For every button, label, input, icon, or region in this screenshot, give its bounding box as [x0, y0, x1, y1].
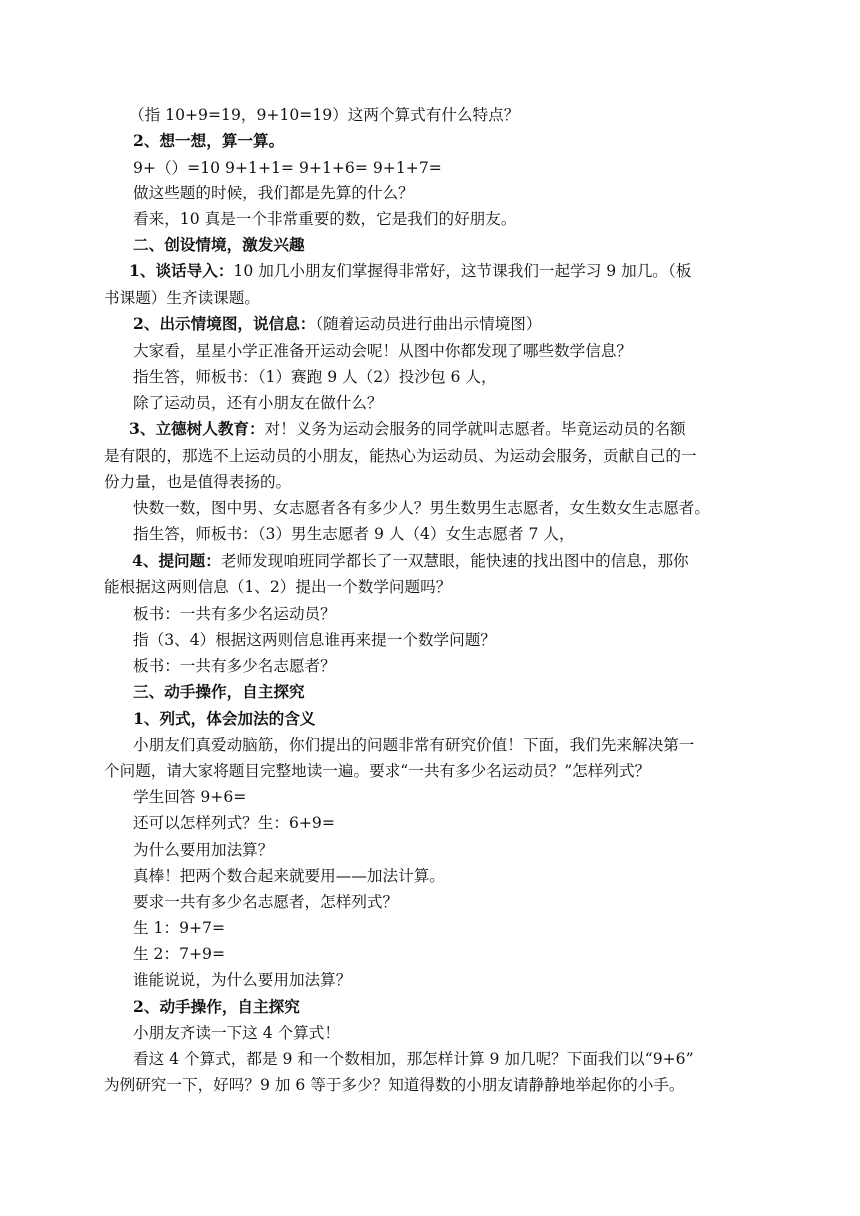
text-line: [133, 656, 336, 676]
text-line: [129, 419, 686, 439]
line-text: 做这些题的时候，我们都是先算的什么？: [133, 184, 414, 202]
line-text: 为例研究一下，好吗？9 加 6 等于多少？知道得数的小朋友请静静地举起你的小手。: [104, 1076, 685, 1094]
line-text: 对！义务为运动会服务的同学就叫志愿者。毕竟运动员的名额: [264, 420, 686, 438]
line-text: （指 10+9=19，9+10=19）这两个算式有什么特点？: [129, 106, 520, 124]
line-text: 板书：一共有多少名运动员？: [133, 605, 336, 623]
line-text: 为什么要用加法算？: [133, 841, 274, 859]
section-label: 1、谈话导入：: [129, 261, 234, 280]
section-label: 2、出示情境图，说信息：: [133, 314, 316, 333]
line-text: 快数一数，图中男、女志愿者各有多少人？男生数男生志愿者，女生数女生志愿者。: [133, 499, 710, 517]
text-line: [133, 524, 575, 544]
text-line: [133, 1049, 694, 1069]
text-line: [133, 892, 398, 912]
line-text: 1、列式，体会加法的含义: [133, 709, 316, 728]
text-line: [133, 866, 445, 886]
text-line: [133, 944, 225, 964]
text-line: [133, 709, 315, 729]
line-text: 学生回答 9+6=: [133, 788, 247, 806]
text-line: [132, 551, 689, 571]
text-line: [133, 813, 335, 833]
line-text: 三、动手操作，自主探究: [133, 682, 305, 701]
text-line: [133, 1023, 340, 1043]
line-text: 老师发现咱班同学都长了一双慧眼，能快速的找出图中的信息，那你: [220, 552, 689, 570]
line-text: 要求一共有多少名志愿者，怎样列式？: [133, 893, 399, 911]
line-text: 是有限的，那选不上运动员的小朋友，能热心为运动员、为运动会服务，贡献自己的一: [104, 447, 697, 465]
line-text: 还可以怎样列式？生：6+9=: [133, 814, 335, 832]
text-line: [104, 761, 650, 781]
text-line: [133, 604, 336, 624]
line-text: 板书：一共有多少名志愿者？: [133, 657, 336, 675]
text-line: [133, 840, 273, 860]
line-text: 个问题，请大家将题目完整地读一遍。要求“一共有多少名运动员？”怎样列式？: [104, 762, 651, 780]
text-line: [133, 970, 351, 990]
line-text: 看来，10 真是一个非常重要的数，它是我们的好朋友。: [133, 210, 517, 228]
text-line: [133, 158, 442, 178]
text-line: [133, 918, 225, 938]
line-text: 10 加几小朋友们掌握得非常好，这节课我们一起学习 9 加几。（板: [233, 262, 692, 280]
line-text: 除了运动员，还有小朋友在做什么？: [133, 394, 383, 412]
line-text: 真棒！把两个数合起来就要用——加法计算。: [133, 867, 445, 885]
text-line: [104, 577, 451, 597]
text-line: [133, 393, 383, 413]
line-text: 能根据这两则信息（1、2）提出一个数学问题吗？: [104, 578, 452, 596]
line-text: 生 1：9+7=: [133, 919, 226, 937]
line-text: 小朋友们真爱动脑筋，你们提出的问题非常有研究价值！下面，我们先来解决第一: [133, 736, 695, 754]
text-line: [104, 472, 291, 492]
line-text: 2、想一想，算一算。: [133, 131, 285, 150]
section-label: 3、立德树人教育：: [129, 419, 265, 438]
text-line: [133, 341, 632, 361]
text-line: [129, 261, 691, 281]
text-line: [133, 682, 305, 702]
text-line: [104, 1075, 685, 1095]
text-line: [129, 105, 519, 125]
line-text: 大家看，星星小学正准备开运动会呢！从图中你都发现了哪些数学信息？: [133, 342, 633, 360]
line-text: 谁能说说，为什么要用加法算？: [133, 971, 352, 989]
text-line: [133, 235, 305, 255]
line-text: 9+（）=10 9+1+1= 9+1+6= 9+1+7=: [133, 159, 442, 177]
text-line: [133, 209, 516, 229]
line-text: 小朋友齐读一下这 4 个算式！: [133, 1024, 340, 1042]
section-label: 4、提问题：: [132, 551, 221, 570]
line-text: 指生答，师板书：（3）男生志愿者 9 人（4）女生志愿者 7 人，: [133, 525, 575, 543]
text-line: [133, 183, 414, 203]
text-line: [133, 735, 694, 755]
text-line: [133, 787, 246, 807]
line-text: 书课题）生齐读课题。: [104, 289, 260, 307]
text-line: [133, 314, 542, 334]
line-text: 看这 4 个算式，都是 9 和一个数相加，那怎样计算 9 加几呢？下面我们以“9+6”: [133, 1050, 694, 1068]
line-text: 指（3、4）根据这两则信息谁再来提一个数学问题？: [133, 631, 496, 649]
line-text: （随着运动员进行曲出示情境图）: [315, 315, 542, 333]
line-text: 生 2：7+9=: [133, 945, 226, 963]
text-line: [133, 997, 300, 1017]
text-line: [104, 446, 697, 466]
line-text: 份力量，也是值得表扬的。: [104, 473, 292, 491]
line-text: 2、动手操作，自主探究: [133, 997, 300, 1016]
line-text: 指生答，师板书：（1）赛跑 9 人（2）投沙包 6 人，: [133, 368, 497, 386]
text-line: [104, 288, 260, 308]
text-line: [133, 367, 497, 387]
line-text: 二、创设情境，激发兴趣: [133, 235, 305, 254]
text-line: [133, 498, 710, 518]
text-line: [133, 630, 496, 650]
text-line: [133, 131, 284, 151]
